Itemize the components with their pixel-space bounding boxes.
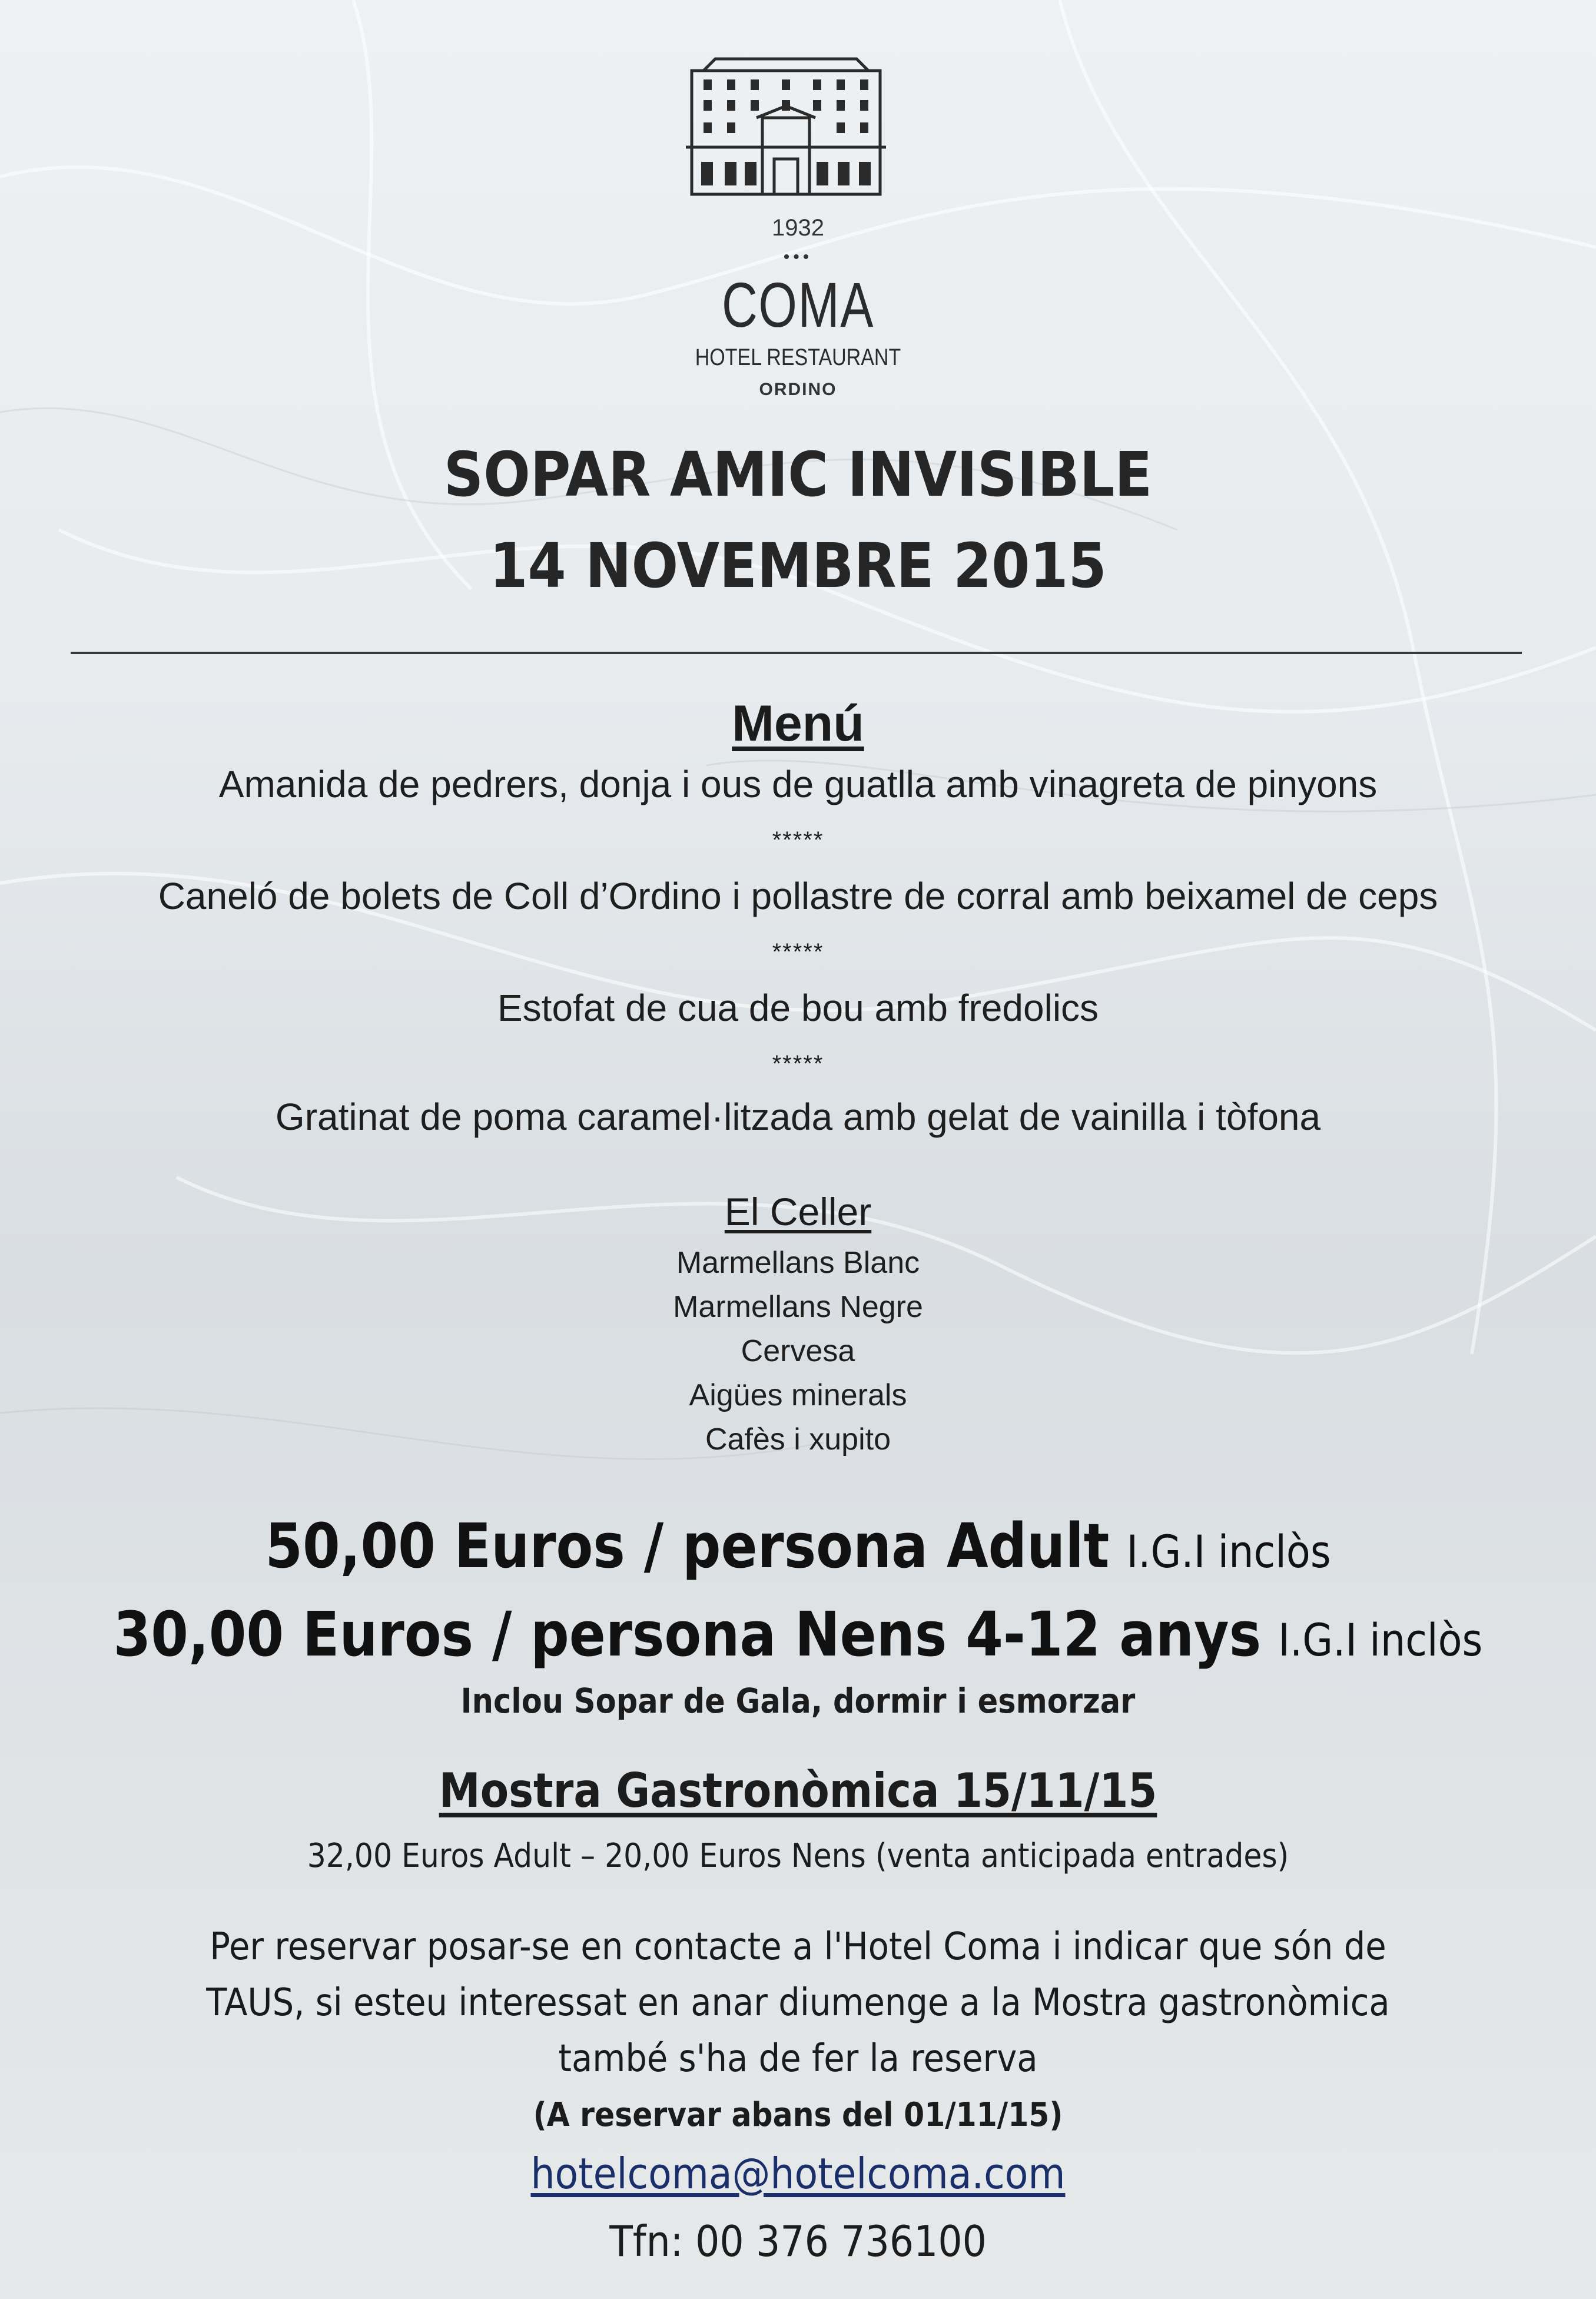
drink-item: Cafès i xupito — [705, 1422, 891, 1457]
logo-stars: ••• — [783, 247, 813, 267]
drink-item: Marmellans Negre — [673, 1290, 923, 1324]
hotel-building-icon — [680, 53, 892, 200]
price-includes: Inclou Sopar de Gala, dormir i esmorzar — [460, 1681, 1136, 1721]
booking-deadline: (A reservar abans del 01/11/15) — [533, 2096, 1063, 2134]
price-adult — [96, 1510, 1501, 1582]
drink-item: Cervesa — [741, 1334, 855, 1368]
booking-line-2: TAUS, si esteu interessat en anar diumenge a la Mostra gastronòmica — [206, 1981, 1390, 2025]
dish-4: Gratinat de poma caramel·litzada amb gelat de vainilla i tòfona — [275, 1096, 1321, 1138]
event-title: SOPAR AMIC INVISIBLE — [443, 439, 1153, 510]
price-children-text: 30,00 Euros / persona Nens 4-12 anys — [113, 1598, 1262, 1670]
booking-line-3: també s'ha de fer la reserva — [558, 2037, 1038, 2081]
dish-separator: ***** — [772, 1051, 824, 1077]
logo-name: COMA — [722, 269, 874, 340]
price-children — [96, 1598, 1501, 1670]
price-adult-text: 50,00 Euros / persona Adult — [265, 1510, 1110, 1582]
logo-town: ORDINO — [759, 380, 837, 399]
dish-1: Amanida de pedrers, donja i ous de guatlla amb vinagreta de pinyons — [218, 763, 1378, 805]
logo-year: 1932 — [772, 215, 824, 241]
booking-email-link[interactable]: hotelcoma@hotelcoma.com — [530, 2149, 1066, 2198]
divider — [71, 652, 1522, 654]
tax-note: I.G.I inclòs — [1278, 1614, 1483, 1666]
booking-phone: Tfn: 00 376 736100 — [609, 2217, 987, 2266]
drink-item: Aigües minerals — [689, 1378, 907, 1412]
dish-separator: ***** — [772, 827, 824, 853]
mostra-heading: Mostra Gastronòmica 15/11/15 — [439, 1763, 1157, 1818]
event-date: 14 NOVEMBRE 2015 — [489, 530, 1107, 602]
dish-2: Caneló de bolets de Coll d’Ordino i pollastre de corral amb beixamel de ceps — [158, 875, 1438, 917]
drink-item: Marmellans Blanc — [676, 1246, 920, 1280]
celler-heading: El Celler — [724, 1190, 872, 1233]
tax-note: I.G.I inclòs — [1126, 1525, 1331, 1578]
menu-heading: Menú — [732, 695, 864, 752]
logo-subtitle: HOTEL RESTAURANT — [695, 344, 901, 370]
dish-3: Estofat de cua de bou amb fredolics — [497, 987, 1099, 1029]
booking-line-1: Per reservar posar-se en contacte a l'Hotel Coma i indicar que són de — [210, 1925, 1386, 1969]
dish-separator: ***** — [772, 939, 824, 965]
mostra-prices: 32,00 Euros Adult – 20,00 Euros Nens (venta anticipada entrades) — [307, 1837, 1289, 1875]
